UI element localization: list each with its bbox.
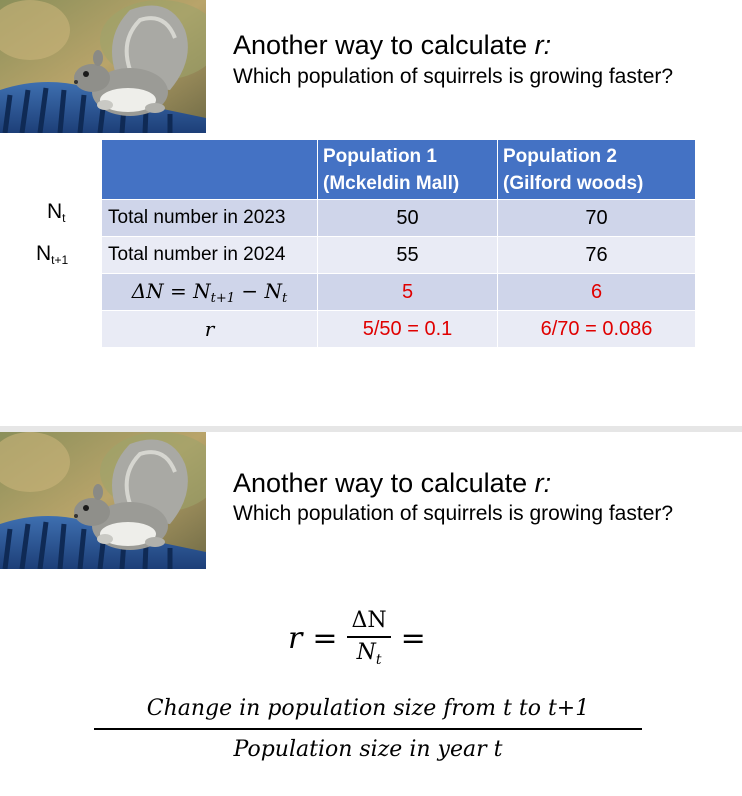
slide-title (233, 468, 551, 498)
formula-denominator (357, 638, 382, 668)
delta-n-sub2: t (282, 290, 288, 306)
word-numerator: Change in population size from t to t+1 (146, 696, 590, 721)
formula-r: r (288, 620, 303, 656)
word-denominator: Population size in year t (233, 737, 503, 762)
word-fraction (94, 694, 642, 765)
title-variable: r: (534, 468, 552, 498)
table-row (102, 200, 696, 237)
header-blank (102, 140, 318, 200)
header-pop2-line2: (Gilford woods) (503, 173, 644, 194)
slide-subtitle: Which population of squirrels is growing faster? (233, 65, 674, 88)
formula-numerator: ΔN (351, 608, 387, 633)
row-label: Total number in 2023 (102, 200, 318, 237)
delta-n-formula (102, 274, 318, 311)
row-label-nt (47, 201, 66, 229)
header-pop2-line1: Population 2 (503, 146, 617, 167)
table-header-row (102, 140, 696, 200)
table-row (102, 237, 696, 274)
formula-fraction (347, 608, 390, 668)
header-pop1-line2: (Mckeldin Mall) (323, 173, 460, 194)
row-label-nt1 (36, 243, 68, 271)
pop1-value: 55 (318, 237, 498, 274)
formula-denom-base: N (356, 640, 376, 665)
header-population-2 (498, 140, 696, 200)
title-text: Another way to calculate (233, 30, 535, 60)
r-label: r (102, 311, 318, 348)
squirrel-image (0, 0, 206, 133)
pop2-delta: 6 (498, 274, 696, 311)
row-label: Total number in 2024 (102, 237, 318, 274)
slide-title (233, 30, 551, 60)
pop1-value: 50 (318, 200, 498, 237)
header-pop1-line1: Population 1 (323, 146, 437, 167)
formula-denom-sub: t (375, 652, 382, 668)
squirrel-photo (0, 0, 206, 133)
delta-n-minus: − N (235, 278, 283, 303)
pop2-value: 76 (498, 237, 696, 274)
delta-n-part: ΔN = N (131, 278, 211, 303)
title-text: Another way to calculate (233, 468, 535, 498)
row-label-nt-sub: t (62, 211, 66, 225)
pop2-value: 70 (498, 200, 696, 237)
squirrel-photo (0, 432, 206, 569)
r-formula (288, 598, 426, 678)
formula-equals-1: = (312, 620, 338, 656)
delta-n-sub1: t+1 (210, 290, 236, 306)
header-population-1 (318, 140, 498, 200)
pop2-r: 6/70 = 0.086 (498, 311, 696, 348)
row-label-nt-base: N (47, 200, 63, 223)
slide-subtitle: Which population of squirrels is growing faster? (233, 502, 674, 525)
formula-equals-2: = (400, 620, 426, 656)
pop1-delta: 5 (318, 274, 498, 311)
title-variable: r: (534, 30, 552, 60)
population-table (101, 139, 696, 348)
slide-2 (0, 432, 742, 796)
table-row (102, 311, 696, 348)
row-label-nt1-sub: t+1 (51, 253, 69, 267)
pop1-r: 5/50 = 0.1 (318, 311, 498, 348)
table-row (102, 274, 696, 311)
row-label-nt1-base: N (36, 242, 52, 265)
squirrel-image (0, 432, 206, 569)
